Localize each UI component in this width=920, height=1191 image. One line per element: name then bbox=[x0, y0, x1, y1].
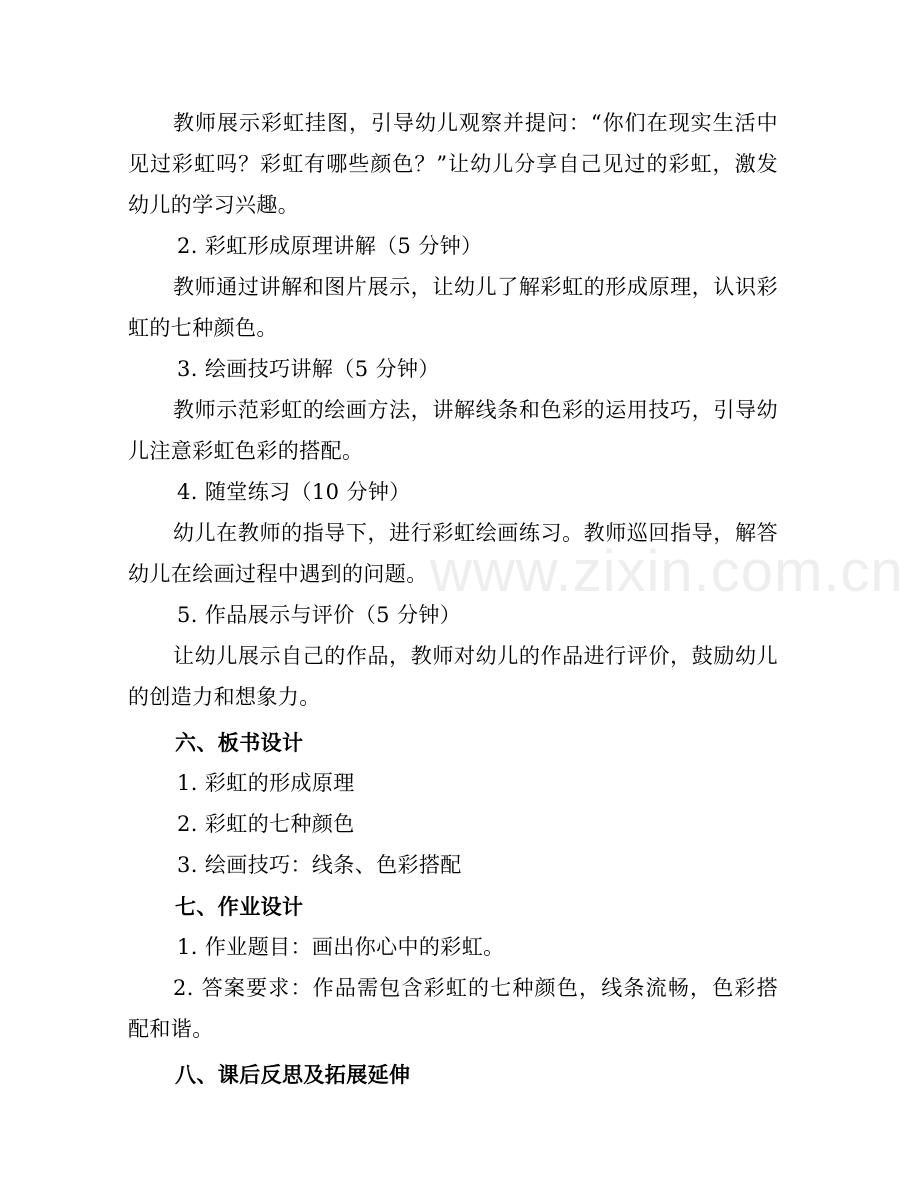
step-4-title: 4. 随堂练习（10 分钟） bbox=[177, 480, 411, 504]
step-2-title: 2. 彩虹形成原理讲解（5 分钟） bbox=[177, 234, 483, 258]
step-5-title: 5. 作品展示与评价（5 分钟） bbox=[177, 603, 462, 627]
board-design-item: 1. 彩虹的形成原理 bbox=[177, 771, 355, 795]
step-3-paragraph: 教师示范彩虹的绘画方法，讲解线条和色彩的运用技巧，引导幼儿注意彩虹色彩的搭配。 bbox=[128, 398, 778, 463]
homework-item-1: 1. 作业题目：画出你心中的彩虹。 bbox=[177, 935, 505, 959]
board-design-heading: 六、板书设计 bbox=[175, 730, 304, 755]
step-3-title: 3. 绘画技巧讲解（5 分钟） bbox=[177, 357, 440, 381]
intro-paragraph: 教师展示彩虹挂图，引导幼儿观察并提问：“你们在现实生活中见过彩虹吗？彩虹有哪些颜色？”让幼儿分享自己见过的彩虹，激发幼儿的学习兴趣。 bbox=[128, 111, 778, 217]
board-design-item: 3. 绘画技巧：线条、色彩搭配 bbox=[177, 853, 462, 877]
watermark: www.zixin.com.cn bbox=[430, 539, 904, 604]
homework-heading: 七、作业设计 bbox=[175, 894, 304, 919]
step-5-paragraph: 让幼儿展示自己的作品，教师对幼儿的作品进行评价，鼓励幼儿的创造力和想象力。 bbox=[128, 644, 778, 709]
step-4-paragraph: 幼儿在教师的指导下，进行彩虹绘画练习。教师巡回指导，解答幼儿在绘画过程中遇到的问题。 bbox=[128, 521, 778, 586]
homework-item-2: 2. 答案要求：作品需包含彩虹的七种颜色，线条流畅，色彩搭配和谐。 bbox=[128, 976, 778, 1041]
reflection-heading: 八、课后反思及拓展延伸 bbox=[175, 1062, 411, 1087]
step-2-paragraph: 教师通过讲解和图片展示，让幼儿了解彩虹的形成原理，认识彩虹的七种颜色。 bbox=[128, 275, 778, 340]
board-design-item: 2. 彩虹的七种颜色 bbox=[177, 812, 355, 836]
